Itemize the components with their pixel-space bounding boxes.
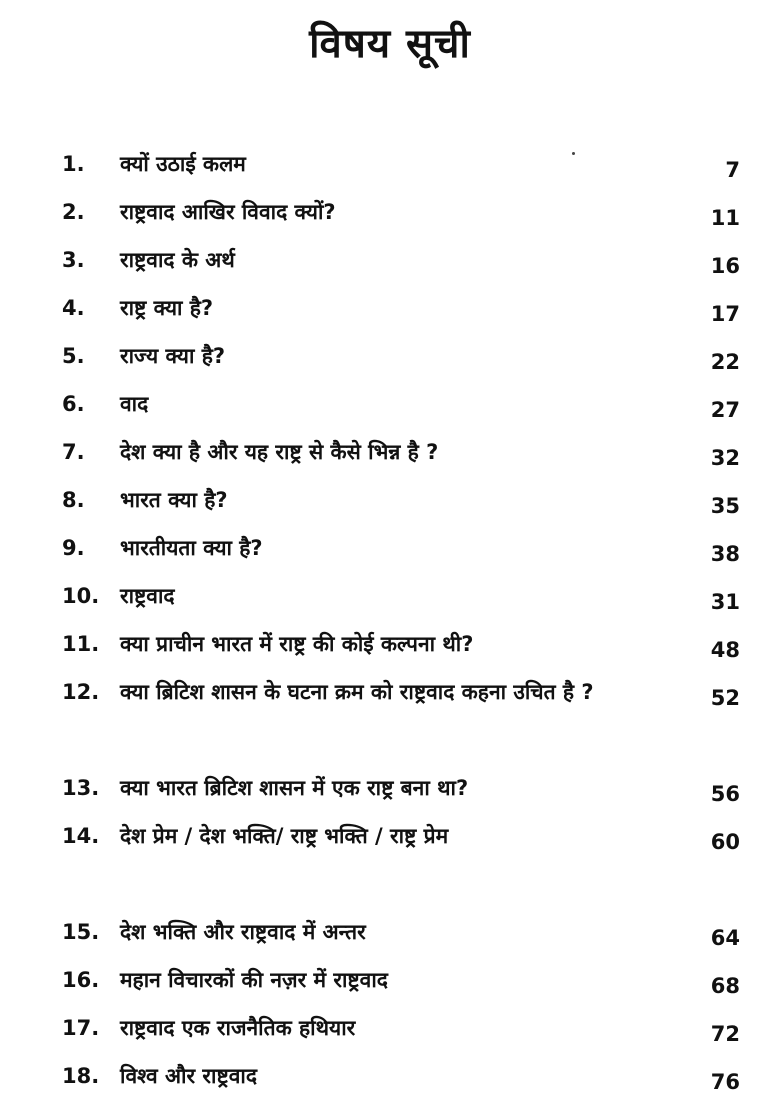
toc-entry [0, 764, 780, 812]
toc-entry [0, 380, 780, 428]
toc-entry-page: 48 [710, 638, 740, 662]
toc-entry-page: 64 [710, 926, 740, 950]
toc-entry-number: 8. [62, 488, 85, 512]
toc-entry-number: 2. [62, 200, 85, 224]
toc-entry-number: 14. [62, 824, 100, 848]
toc-entry [0, 332, 780, 380]
toc-entry-title: क्या ब्रिटिश शासन के घटना क्रम को राष्ट्रवाद कहना उचित है ? [120, 680, 594, 704]
toc-entry [0, 524, 780, 572]
toc-entry-title: महान विचारकों की नज़र में राष्ट्रवाद [120, 968, 388, 992]
toc-entry-title: देश प्रेम / देश भक्ति/ राष्ट्र भक्ति / राष्ट्र प्रेम [120, 824, 449, 848]
toc-entry-page: 52 [710, 686, 740, 710]
toc-entry [0, 1004, 780, 1052]
toc-entry [0, 812, 780, 908]
toc-entry-title: क्या भारत ब्रिटिश शासन में एक राष्ट्र बना था? [120, 776, 469, 800]
page-title: विषय सूची [309, 21, 471, 67]
toc-entry-number: 4. [62, 296, 85, 320]
table-of-contents [0, 140, 780, 1100]
toc-entry-page: 11 [710, 206, 740, 230]
toc-entry-number: 6. [62, 392, 85, 416]
toc-entry-page: 38 [710, 542, 740, 566]
toc-entry-page: 56 [710, 782, 740, 806]
toc-entry-page: 17 [710, 302, 740, 326]
toc-entry-page: 76 [710, 1070, 740, 1094]
toc-entry [0, 1052, 780, 1100]
toc-entry-title: क्यों उठाई कलम [120, 152, 246, 176]
toc-entry [0, 476, 780, 524]
toc-entry-title: भारत क्या है? [120, 488, 228, 512]
toc-entry-number: 15. [62, 920, 100, 944]
toc-entry [0, 572, 780, 620]
toc-entry-number: 16. [62, 968, 100, 992]
toc-entry [0, 908, 780, 956]
toc-entry-number: 3. [62, 248, 85, 272]
toc-entry-page: 72 [710, 1022, 740, 1046]
toc-entry-title: राष्ट्रवाद आखिर विवाद क्यों? [120, 200, 336, 224]
toc-entry-number: 7. [62, 440, 85, 464]
toc-entry-page: 22 [710, 350, 740, 374]
toc-entry-title: भारतीयता क्या है? [120, 536, 263, 560]
toc-entry [0, 428, 780, 476]
toc-entry-page: 16 [710, 254, 740, 278]
toc-entry-number: 13. [62, 776, 100, 800]
toc-entry [0, 668, 780, 764]
toc-entry-number: 9. [62, 536, 85, 560]
toc-entry-page: 68 [710, 974, 740, 998]
toc-entry [0, 284, 780, 332]
toc-entry-title: राष्ट्रवाद एक राजनैतिक हथियार [120, 1016, 356, 1040]
toc-entry-number: 12. [62, 680, 100, 704]
toc-entry-title: देश भक्ति और राष्ट्रवाद में अन्तर [120, 920, 366, 944]
toc-entry [0, 188, 780, 236]
toc-entry-page: 32 [710, 446, 740, 470]
toc-entry-page: 35 [710, 494, 740, 518]
toc-entry-title: राज्य क्या है? [120, 344, 226, 368]
toc-entry-number: 11. [62, 632, 100, 656]
toc-entry-number: 17. [62, 1016, 100, 1040]
toc-entry-number: 18. [62, 1064, 100, 1088]
toc-entry-page: 31 [710, 590, 740, 614]
toc-entry [0, 956, 780, 1004]
toc-entry-number: 1. [62, 152, 85, 176]
toc-entry-number: 5. [62, 344, 85, 368]
toc-entry-title: क्या प्राचीन भारत में राष्ट्र की कोई कल्पना थी? [120, 632, 474, 656]
toc-entry [0, 140, 780, 188]
toc-entry-title: राष्ट्र क्या है? [120, 296, 214, 320]
toc-entry-title: वाद [120, 392, 149, 416]
toc-entry-page: 7 [725, 158, 740, 182]
toc-entry-number: 10. [62, 584, 100, 608]
toc-entry-title: राष्ट्रवाद [120, 584, 175, 608]
toc-entry [0, 620, 780, 668]
toc-entry-page: 60 [710, 830, 740, 854]
toc-entry-title: राष्ट्रवाद के अर्थ [120, 248, 235, 272]
toc-entry-page: 27 [710, 398, 740, 422]
toc-entry-title: देश क्या है और यह राष्ट्र से कैसे भिन्न है ? [120, 440, 439, 464]
toc-entry-title: विश्व और राष्ट्रवाद [120, 1064, 257, 1088]
toc-entry [0, 236, 780, 284]
